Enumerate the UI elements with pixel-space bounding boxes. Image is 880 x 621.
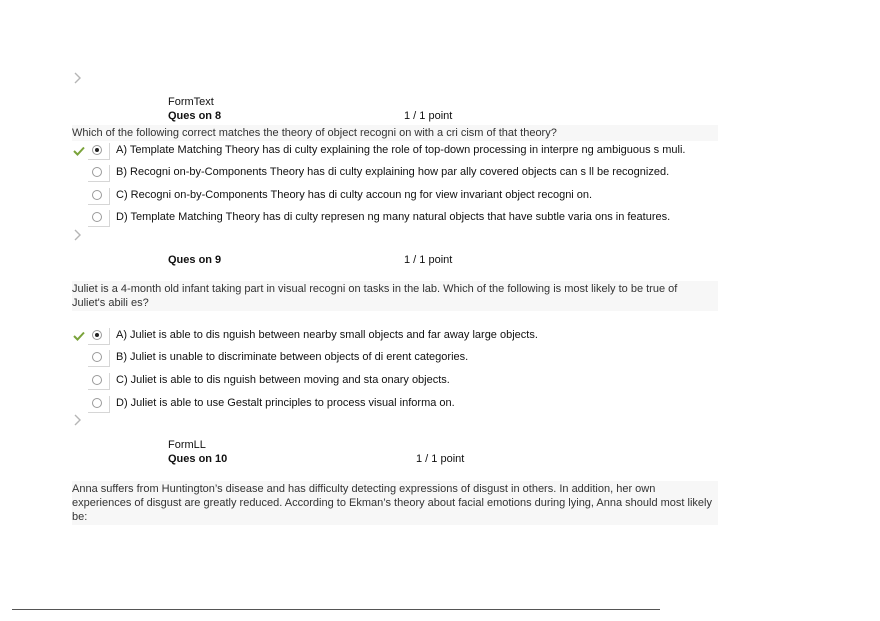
checkmark-icon — [73, 331, 85, 341]
radio-button[interactable] — [88, 350, 110, 367]
answer-option-label: B) Recogni on-by-Components Theory has di culty explaining how par ally covered objects can s ll be recognized. — [116, 166, 670, 178]
answer-option-label: B) Juliet is unable to discriminate between objects of di erent categories. — [116, 351, 469, 363]
radio-button-icon — [92, 167, 102, 177]
answer-option-label: C) Recogni on-by-Components Theory has di culty accoun ng for view invariant object recogni on. — [116, 189, 593, 201]
question-title: Ques on 8 — [168, 110, 222, 122]
question-text — [72, 281, 718, 311]
question-text-line: experiences of disgust are greatly reduced. According to Ekman’s theory about facial emotions during lying, Anna should most likely — [72, 497, 712, 509]
question-points: 1 / 1 point — [416, 453, 465, 465]
question-text-line: Juliet is a 4-month old infant taking part in visual recogni on tasks in the lab. Which of the following is most likely to be true of — [72, 283, 678, 295]
answer-option[interactable] — [0, 188, 880, 206]
question-text-line: be: — [72, 511, 88, 523]
answer-option-label: A) Juliet is able to dis nguish between nearby small objects and far away large objects. — [116, 329, 538, 341]
answer-option[interactable] — [0, 373, 880, 391]
radio-button[interactable] — [88, 210, 110, 227]
question-title: Ques on 9 — [168, 254, 222, 266]
collapse-chevron-icon[interactable] — [73, 72, 81, 84]
question-points: 1 / 1 point — [404, 254, 453, 266]
answer-option[interactable] — [0, 396, 880, 414]
radio-button[interactable] — [88, 328, 110, 345]
question-text-line: Which of the following correct matches the theory of object recogni on with a cri cism of that theory? — [72, 127, 557, 139]
checkmark-icon — [73, 146, 85, 156]
answer-option-label: A) Template Matching Theory has di culty explaining the role of top-down processing in interpre ng ambiguous s muli. — [116, 144, 686, 156]
question-points: 1 / 1 point — [404, 110, 453, 122]
radio-button-icon — [92, 398, 102, 408]
form-label: FormText — [168, 96, 214, 108]
radio-button[interactable] — [88, 165, 110, 182]
radio-button-icon — [92, 375, 102, 385]
answer-option[interactable] — [0, 143, 880, 161]
radio-button[interactable] — [88, 373, 110, 390]
radio-button-icon — [92, 145, 102, 155]
form-label: FormLL — [168, 439, 206, 451]
collapse-chevron-icon[interactable] — [73, 229, 81, 241]
answer-option-label: D) Template Matching Theory has di culty represen ng many natural objects that have subtle varia ons in features. — [116, 211, 671, 223]
question-text — [72, 125, 718, 141]
answer-option[interactable] — [0, 165, 880, 183]
question-title: Ques on 10 — [168, 453, 228, 465]
page-footer-rule — [12, 609, 660, 610]
answer-option[interactable] — [0, 328, 880, 346]
collapse-chevron-icon[interactable] — [73, 414, 81, 426]
answer-option[interactable] — [0, 350, 880, 368]
radio-button-icon — [92, 212, 102, 222]
answer-option-label: D) Juliet is able to use Gestalt principles to process visual informa on. — [116, 397, 455, 409]
question-text — [72, 481, 718, 525]
radio-button[interactable] — [88, 188, 110, 205]
question-text-line: Juliet's abili es? — [72, 297, 149, 309]
radio-button-icon — [92, 352, 102, 362]
radio-button-icon — [92, 190, 102, 200]
radio-button-icon — [92, 330, 102, 340]
radio-button[interactable] — [88, 396, 110, 413]
answer-option[interactable] — [0, 210, 880, 228]
answer-option-label: C) Juliet is able to dis nguish between moving and sta onary objects. — [116, 374, 450, 386]
radio-button[interactable] — [88, 143, 110, 160]
question-text-line: Anna suffers from Huntington’s disease and has difficulty detecting expressions of disgust in others. In addition, her own — [72, 483, 656, 495]
